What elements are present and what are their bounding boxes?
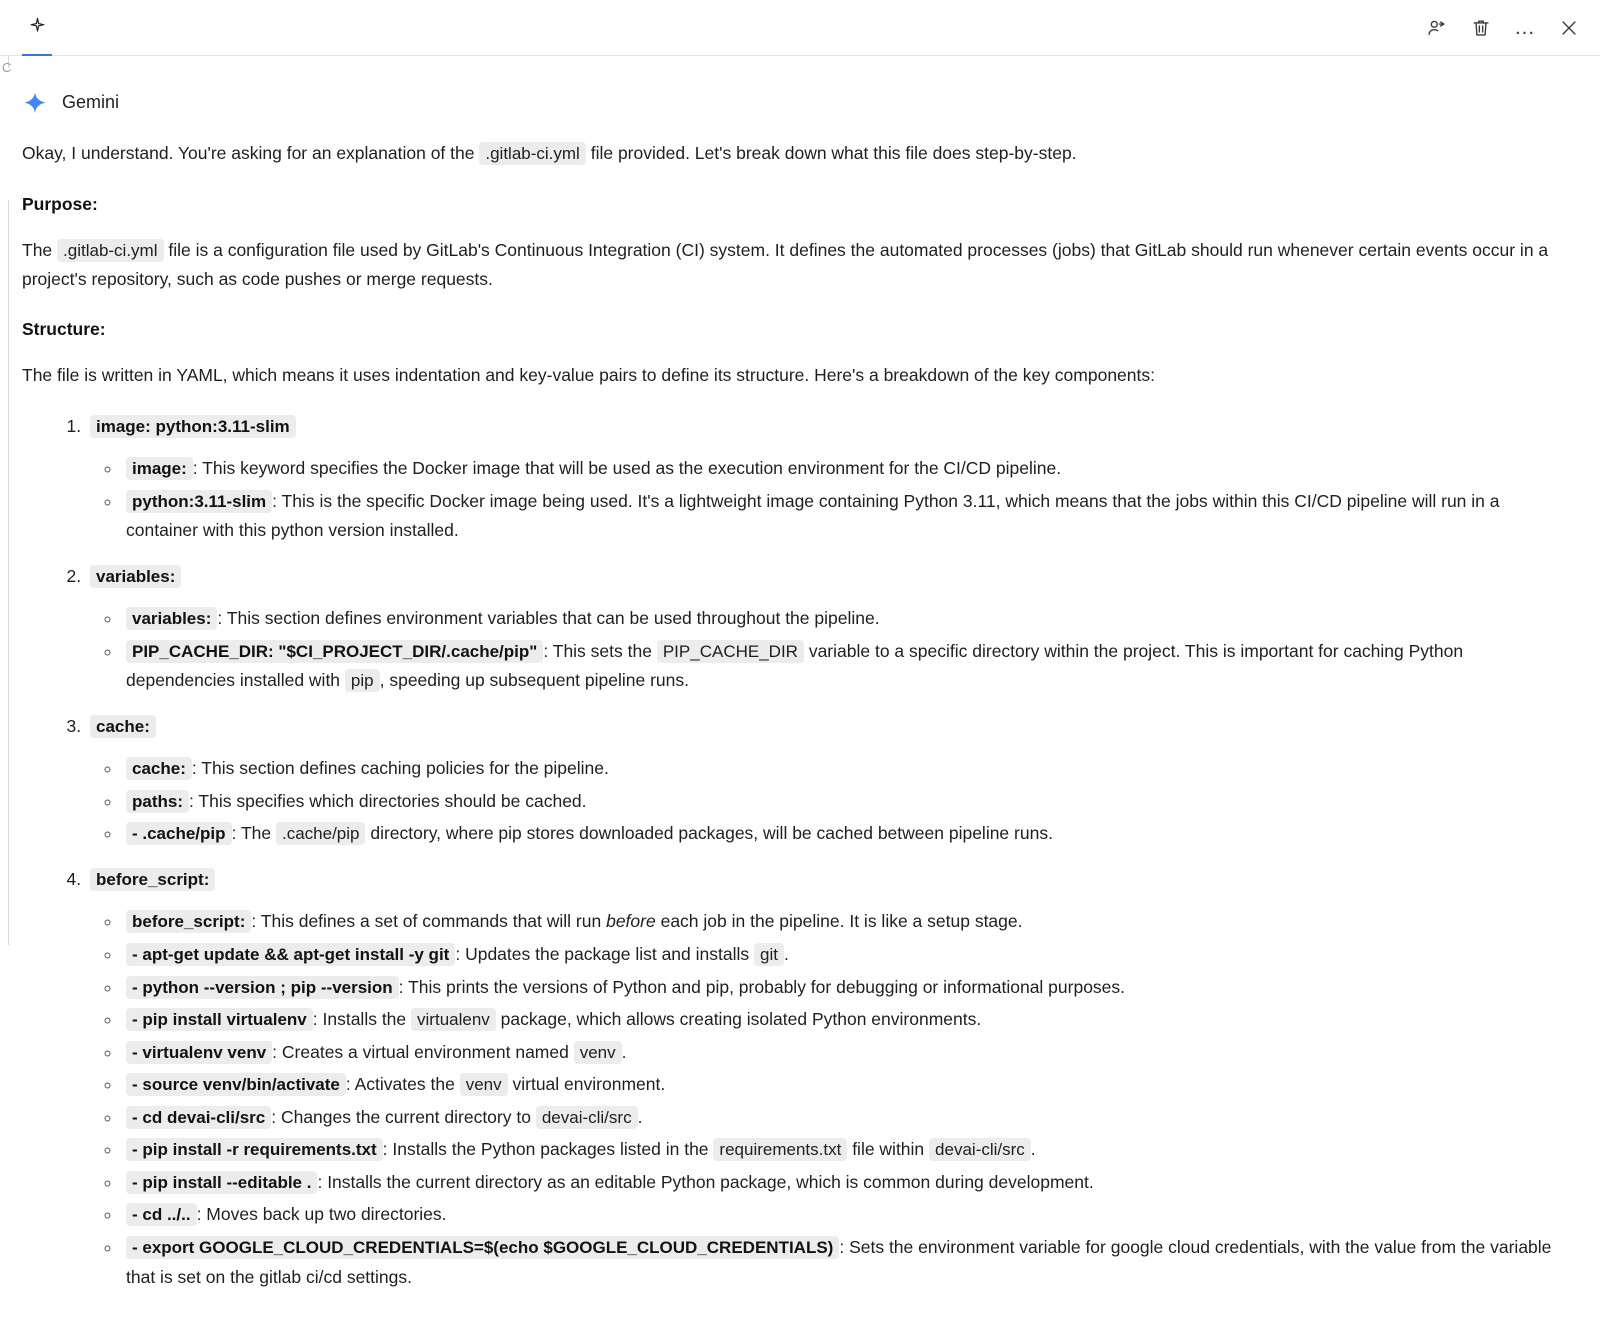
item-text: : Creates a virtual environment named [272,1041,569,1062]
intro-text-1: Okay, I understand. You're asking for an explanation of the [22,143,475,164]
item-code: - apt-get update && apt-get install -y git [126,943,455,966]
outline-sublist [90,907,1560,1291]
more-options-label: … [1514,15,1536,39]
item-code: PIP_CACHE_DIR: "$CI_PROJECT_DIR/.cache/pip" [126,640,543,663]
trash-icon[interactable] [1470,17,1492,39]
item-text-mid: file within [852,1139,925,1160]
item-code: cache: [126,757,192,780]
item-text-end: each job in the pipeline. It is like a setup stage. [660,911,1023,932]
item-text: : This sets the [543,640,652,661]
item-text-end: . [1030,1139,1036,1160]
item-text: : Installs the current directory as an editable Python package, which is common during development. [317,1171,1094,1192]
outline-sublist [90,604,1560,696]
tab-strip [18,0,56,56]
item-text: : This section defines caching policies for the pipeline. [191,758,609,779]
outline-item [86,865,1560,1292]
item-code: - export GOOGLE_CLOUD_CREDENTIALS=$(echo $GOOGLE_CLOUD_CREDENTIALS) [126,1236,839,1259]
list-item [122,940,1560,970]
item-inline-code-1: git [754,943,784,966]
list-item [122,819,1560,849]
item-code: - virtualenv venv [126,1041,272,1064]
item-text: : This prints the versions of Python and pip, probably for debugging or informational purposes. [398,976,1126,997]
purpose-text-1: The [22,240,53,261]
item-text-end: virtual environment. [512,1074,666,1095]
list-item [122,787,1560,817]
item-inline-code-1: requirements.txt [713,1138,847,1161]
item-code: image: [126,457,193,480]
item-code: - python --version ; pip --version [126,976,399,999]
item-inline-code-2: pip [345,669,380,692]
item-text: : This specifies which directories should be cached. [189,790,587,811]
item-inline-code-1: PIP_CACHE_DIR [657,640,804,663]
structure-paragraph: The file is written in YAML, which means it uses indentation and key-value pairs to define its structure. Here's a breakdown of the key components: [22,365,1155,386]
item-code: python:3.11-slim [126,490,272,513]
editor-gutter-line-mid [8,200,9,945]
item-code: - pip install virtualenv [126,1008,313,1031]
item-text-end: package, which allows creating isolated Python environments. [500,1009,982,1030]
header-actions [1426,17,1586,39]
sparkle-icon [28,16,47,40]
item-text: : This section defines environment variables that can be used throughout the pipeline. [217,608,880,629]
structure-outline [22,412,1560,1292]
item-text: : Activates the [345,1074,455,1095]
list-item [122,1103,1560,1133]
close-icon[interactable] [1558,17,1580,39]
item-emphasis: before [606,911,656,932]
gutter-letter: C [2,60,12,75]
list-item [122,1200,1560,1230]
item-text: : This defines a set of commands that will run [251,911,602,932]
item-text-end: directory, where pip stores downloaded packages, will be cached between pipeline runs. [370,823,1053,844]
list-item [122,1168,1560,1198]
item-text: : The [231,823,272,844]
more-options-icon[interactable] [1514,17,1536,39]
item-text: : Installs the Python packages listed in the [382,1139,709,1160]
item-inline-code-2: devai-cli/src [929,1138,1031,1161]
gemini-sparkle-icon [22,90,48,116]
list-item [122,1135,1560,1165]
structure-heading: Structure: [22,318,106,339]
item-text-end: . [637,1106,643,1127]
item-inline-code-1: venv [574,1041,622,1064]
outline-item-title: cache: [90,715,156,738]
item-inline-code-1: venv [460,1073,508,1096]
item-code: before_script: [126,910,251,933]
item-code: - cd ../.. [126,1203,197,1226]
list-item [122,1070,1560,1100]
list-item [122,604,1560,634]
item-code: - .cache/pip [126,822,232,845]
item-text-end: . [783,944,789,965]
list-item [122,1038,1560,1068]
new-chat-icon[interactable] [1426,17,1448,39]
item-text-mid: variable to a specific directory within the project. This is important for caching Python dependencies installed with [126,640,1464,691]
item-code: - pip install --editable . [126,1171,317,1194]
item-code: - cd devai-cli/src [126,1106,271,1129]
intro-inline-code: .gitlab-ci.yml [479,142,585,165]
list-item [122,487,1560,546]
outline-item [86,412,1560,546]
outline-item [86,712,1560,849]
purpose-text-2: file is a configuration file used by GitLab's Continuous Integration (CI) system. It defines the automated processes (jobs) that GitLab should run whenever certain events occur in a project's repository, such as code pushes or merge requests. [22,240,1549,289]
item-text: : Updates the package list and installs [455,944,750,965]
item-inline-code-1: .cache/pip [276,822,366,845]
item-text-end: , speeding up subsequent pipeline runs. [379,670,690,691]
assistant-name: Gemini [62,92,120,112]
item-code: - pip install -r requirements.txt [126,1138,383,1161]
list-item [122,1005,1560,1035]
item-text: : This is the specific Docker image being used. It's a lightweight image containing Python 3.11, which means that the jobs within this CI/CD pipeline will run in a container with this python version installed. [126,490,1500,541]
item-text: : Installs the [312,1009,407,1030]
item-text: : Sets the environment variable for google cloud credentials, with the value from the variable that is set on the gitlab ci/cd settings. [126,1236,1552,1287]
item-inline-code-1: virtualenv [411,1008,496,1031]
outline-item [86,562,1560,696]
item-text: : Moves back up two directories. [196,1204,447,1225]
list-item [122,637,1560,696]
item-code: paths: [126,790,189,813]
item-code: variables: [126,607,217,630]
list-item [122,907,1560,937]
tool-window-header [0,0,1600,56]
chat-message-area [0,56,1600,1328]
item-text: : Changes the current directory to [271,1106,531,1127]
intro-paragraph [22,139,1560,168]
purpose-inline-code: .gitlab-ci.yml [57,239,163,262]
outline-item-title: variables: [90,565,181,588]
item-inline-code-1: devai-cli/src [536,1106,638,1129]
purpose-heading: Purpose: [22,193,98,214]
intro-text-2: file provided. Let's break down what this file does step-by-step. [590,143,1077,164]
item-text-end: . [621,1041,627,1062]
item-code: - source venv/bin/activate [126,1073,346,1096]
list-item [122,973,1560,1003]
outline-sublist [90,454,1560,545]
list-item [122,754,1560,784]
item-text: : This keyword specifies the Docker image that will be used as the execution environment for the CI/CD pipeline. [192,458,1062,479]
assistant-header [22,88,1560,117]
list-item [122,454,1560,484]
outline-item-title: before_script: [90,868,215,891]
purpose-paragraph [22,236,1560,293]
list-item [122,1233,1560,1292]
outline-sublist [90,754,1560,849]
outline-item-title: image: python:3.11-slim [90,415,296,438]
tab-gemini-chat[interactable] [18,0,56,56]
